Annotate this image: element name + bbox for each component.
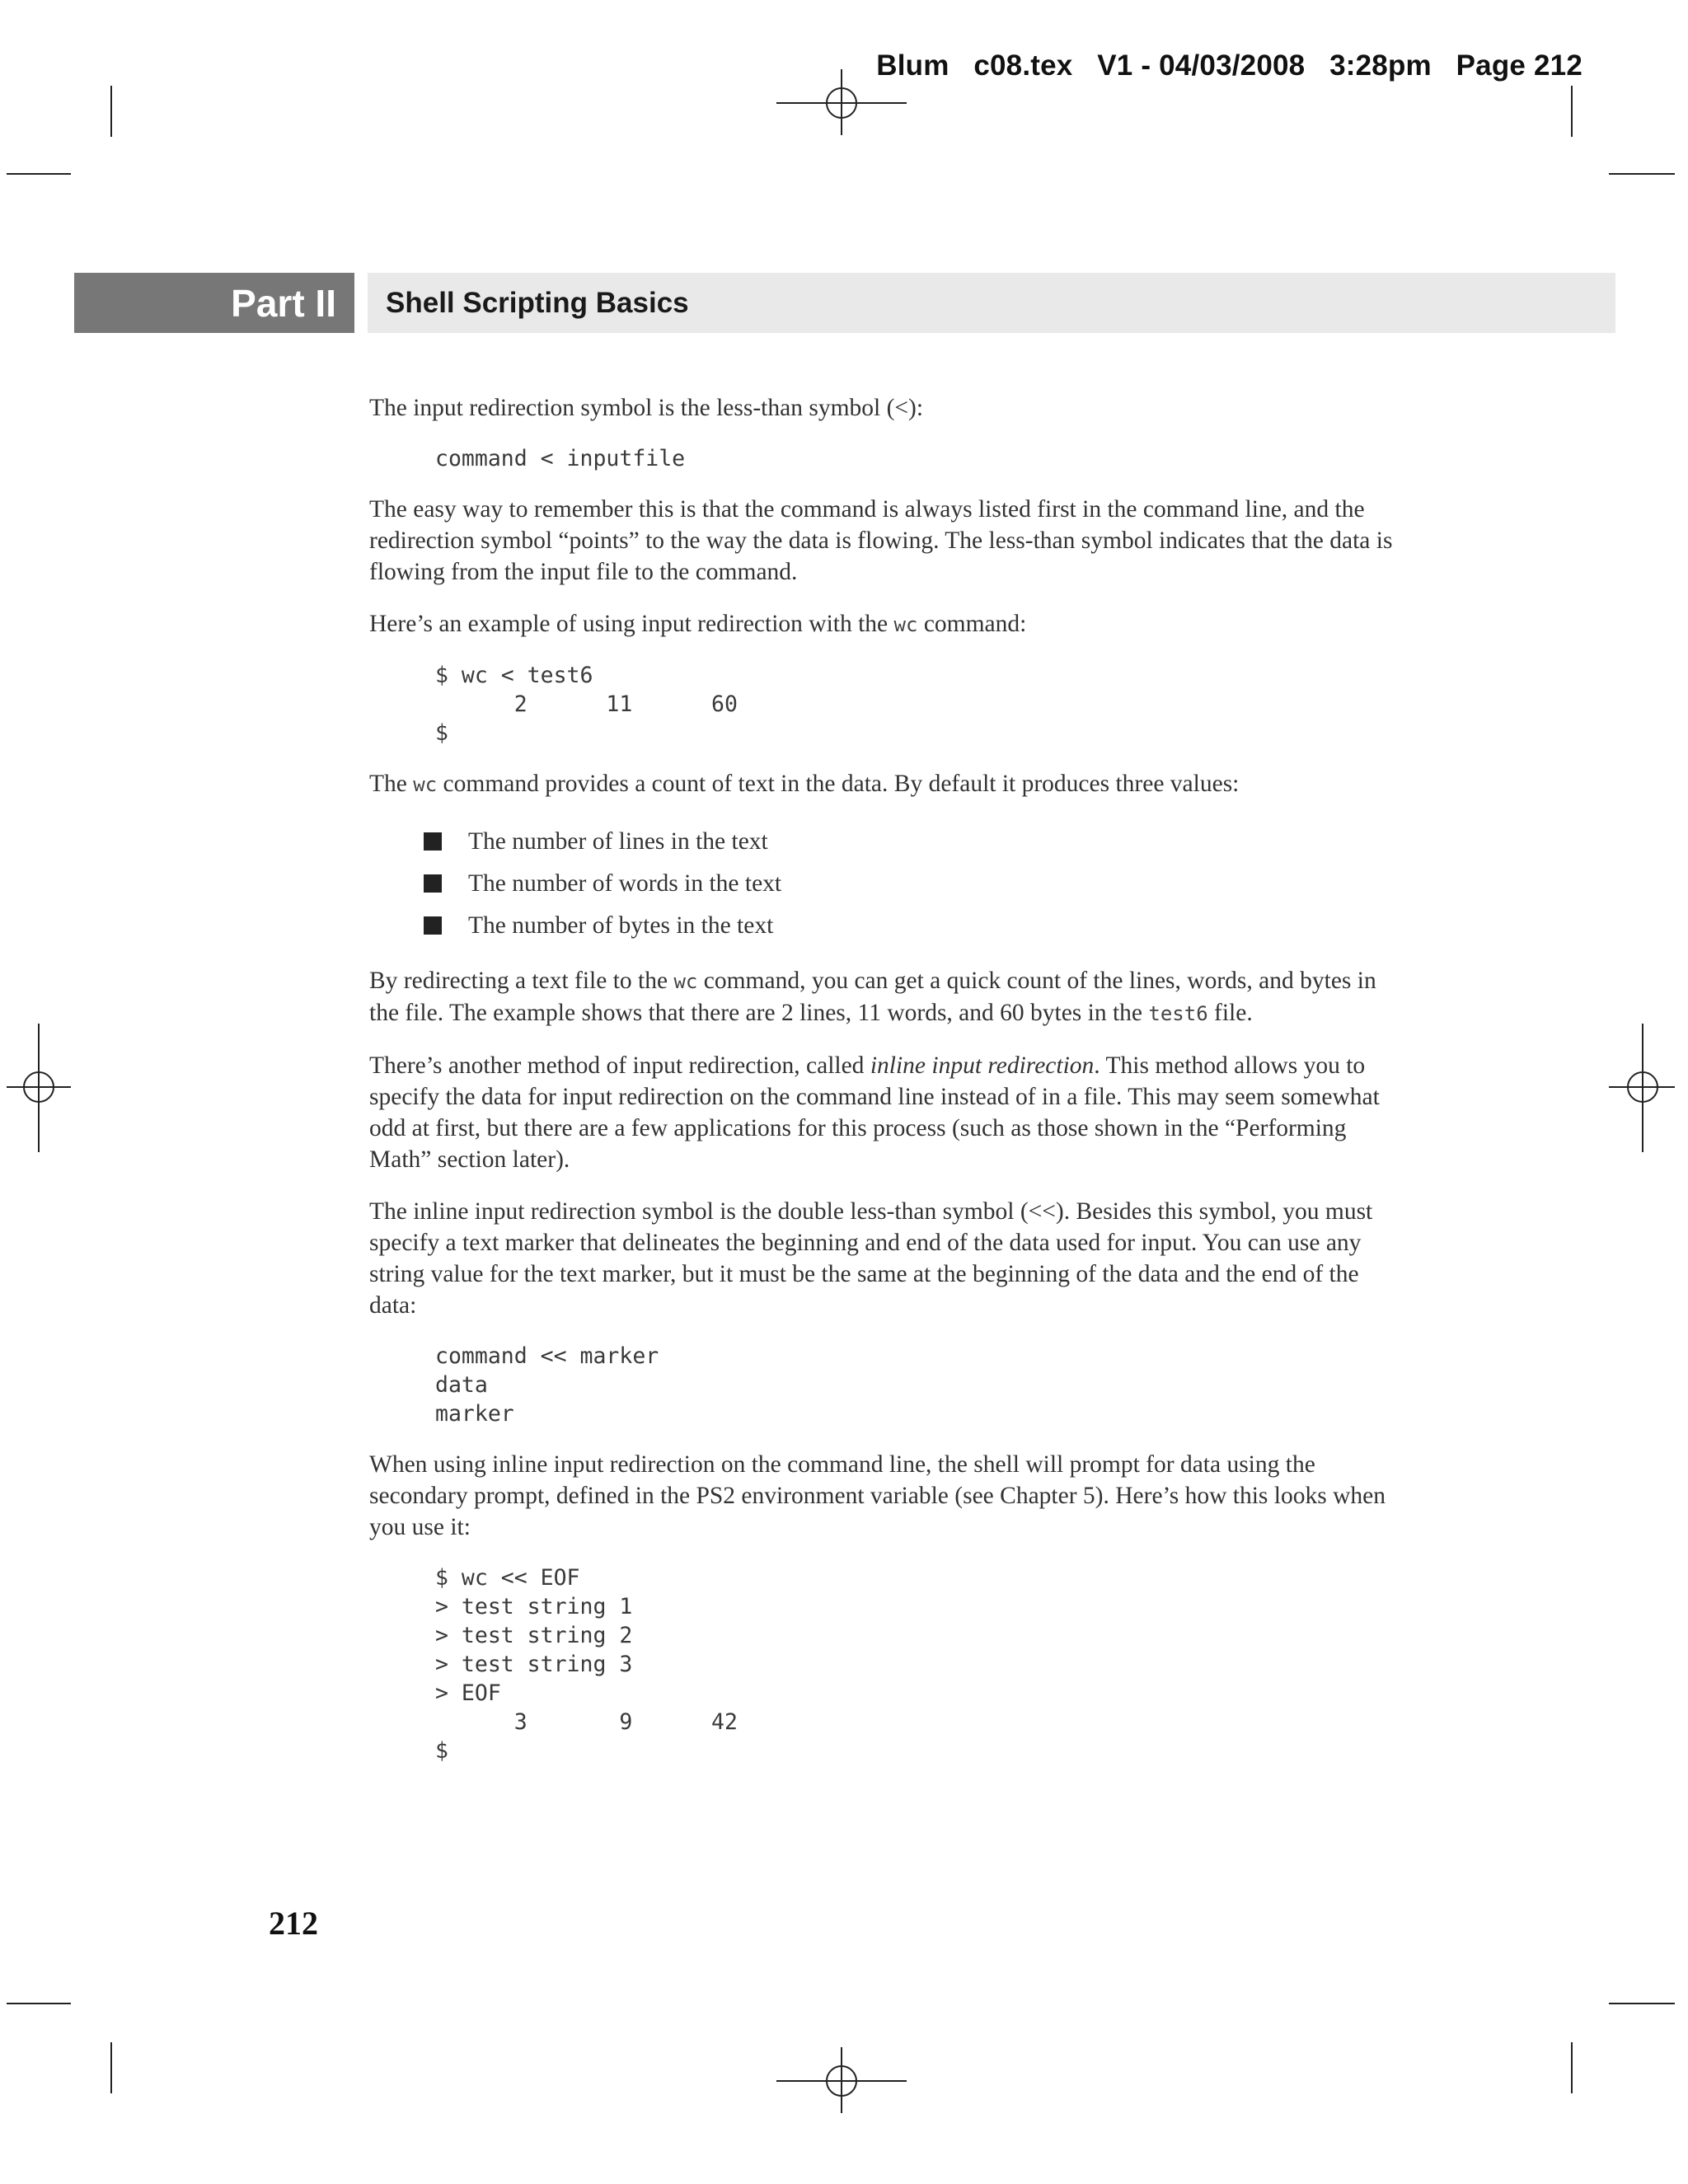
code-line: $ bbox=[435, 1738, 448, 1764]
square-bullet-icon bbox=[424, 832, 442, 851]
crop-mark-top-right-vertical bbox=[1571, 86, 1573, 137]
list-item: The number of bytes in the text bbox=[424, 905, 1408, 947]
page-body bbox=[369, 392, 1408, 1786]
inline-code: wc bbox=[413, 773, 438, 796]
inline-code: test6 bbox=[1148, 1002, 1208, 1025]
code-line: 2 11 60 bbox=[435, 691, 738, 717]
code-line: $ bbox=[435, 720, 448, 746]
crop-mark-bottom-left-horizontal bbox=[7, 2003, 71, 2004]
code-line: command < inputfile bbox=[435, 446, 686, 471]
crop-mark-top-left-vertical bbox=[110, 86, 112, 137]
paragraph-input-redirection-symbol: The input redirection symbol is the less-than symbol (<): bbox=[369, 395, 924, 421]
part-label bbox=[74, 273, 354, 333]
code-block-input-redirection bbox=[435, 444, 1408, 473]
code-line: > test string 2 bbox=[435, 1623, 633, 1648]
square-bullet-icon bbox=[424, 916, 442, 935]
crop-mark-bottom-left-vertical bbox=[110, 2042, 112, 2093]
inline-code: wc bbox=[673, 970, 698, 993]
code-line: 3 9 42 bbox=[435, 1709, 738, 1735]
inline-code: wc bbox=[893, 613, 918, 636]
paragraph-wc-values: The wc command provides a count of text in the data. By default it produces three values: bbox=[369, 771, 1240, 797]
paragraph-secondary-prompt: When using inline input redirection on the command line, the shell will prompt for data using the secondary prompt, defined in the PS2 environment variable (see Chapter 5). Here’s how this looks when you use it: bbox=[369, 1451, 1386, 1540]
crop-mark-bottom-right-horizontal bbox=[1609, 2003, 1675, 2004]
paragraph-inline-redirection: There’s another method of input redirection, called inline input redirection. This method allows you to specify the data for input redirection on the command line instead of in a file. This may seem somewhat odd at first, but there are a few applications for this process (such as those shown in the “Performing Math” section later). bbox=[369, 1052, 1380, 1173]
part-title-text: Shell Scripting Basics bbox=[386, 286, 689, 319]
page-number: 212 bbox=[269, 1905, 318, 1942]
page-slug: Blum c08.tex V1 - 04/03/2008 3:28pm Page 212 bbox=[876, 49, 1582, 82]
paragraph-redirect-text-file: By redirecting a text file to the wc command, you can get a quick count of the lines, words, and bytes in the file. The example shows that there are 2 lines, 11 words, and 60 bytes in the test6 file. bbox=[369, 968, 1376, 1026]
square-bullet-icon bbox=[424, 874, 442, 893]
code-line: > test string 1 bbox=[435, 1594, 633, 1619]
emphasis-term: inline input redirection bbox=[870, 1052, 1095, 1079]
part-label-text: Part II bbox=[231, 281, 336, 325]
part-title bbox=[368, 273, 1615, 333]
code-line: marker bbox=[435, 1401, 514, 1427]
bullet-list bbox=[369, 821, 1408, 947]
code-line: $ wc < test6 bbox=[435, 663, 593, 688]
code-line: command << marker bbox=[435, 1343, 659, 1369]
paragraph-remember: The easy way to remember this is that the command is always listed first in the command line, and the redirection symbol “points” to the way the data is flowing. The less-than symbol indicates that the data is flowing from the input file to the command. bbox=[369, 496, 1393, 585]
paragraph-double-less-than: The inline input redirection symbol is the double less-than symbol (<<). Besides this symbol, you must specify a text marker that delineates the beginning and end of the data used for input. You can use any string value for the text marker, but it must be the same at the beginning of the data and the end of the data: bbox=[369, 1198, 1373, 1319]
crop-mark-bottom-right-vertical bbox=[1571, 2042, 1573, 2093]
crop-mark-top-left-horizontal bbox=[7, 173, 71, 175]
code-line: > EOF bbox=[435, 1680, 501, 1706]
list-item: The number of words in the text bbox=[424, 863, 1408, 905]
code-line: data bbox=[435, 1372, 488, 1398]
code-block-wc-example bbox=[435, 661, 1408, 748]
crop-mark-top-right-horizontal bbox=[1609, 173, 1675, 175]
code-line: $ wc << EOF bbox=[435, 1565, 580, 1591]
list-item: The number of lines in the text bbox=[424, 821, 1408, 863]
code-block-marker bbox=[435, 1342, 1408, 1428]
code-block-eof-example bbox=[435, 1563, 1408, 1765]
code-line: > test string 3 bbox=[435, 1652, 633, 1677]
paragraph-wc-example: Here’s an example of using input redirection with the wc command: bbox=[369, 611, 1027, 637]
